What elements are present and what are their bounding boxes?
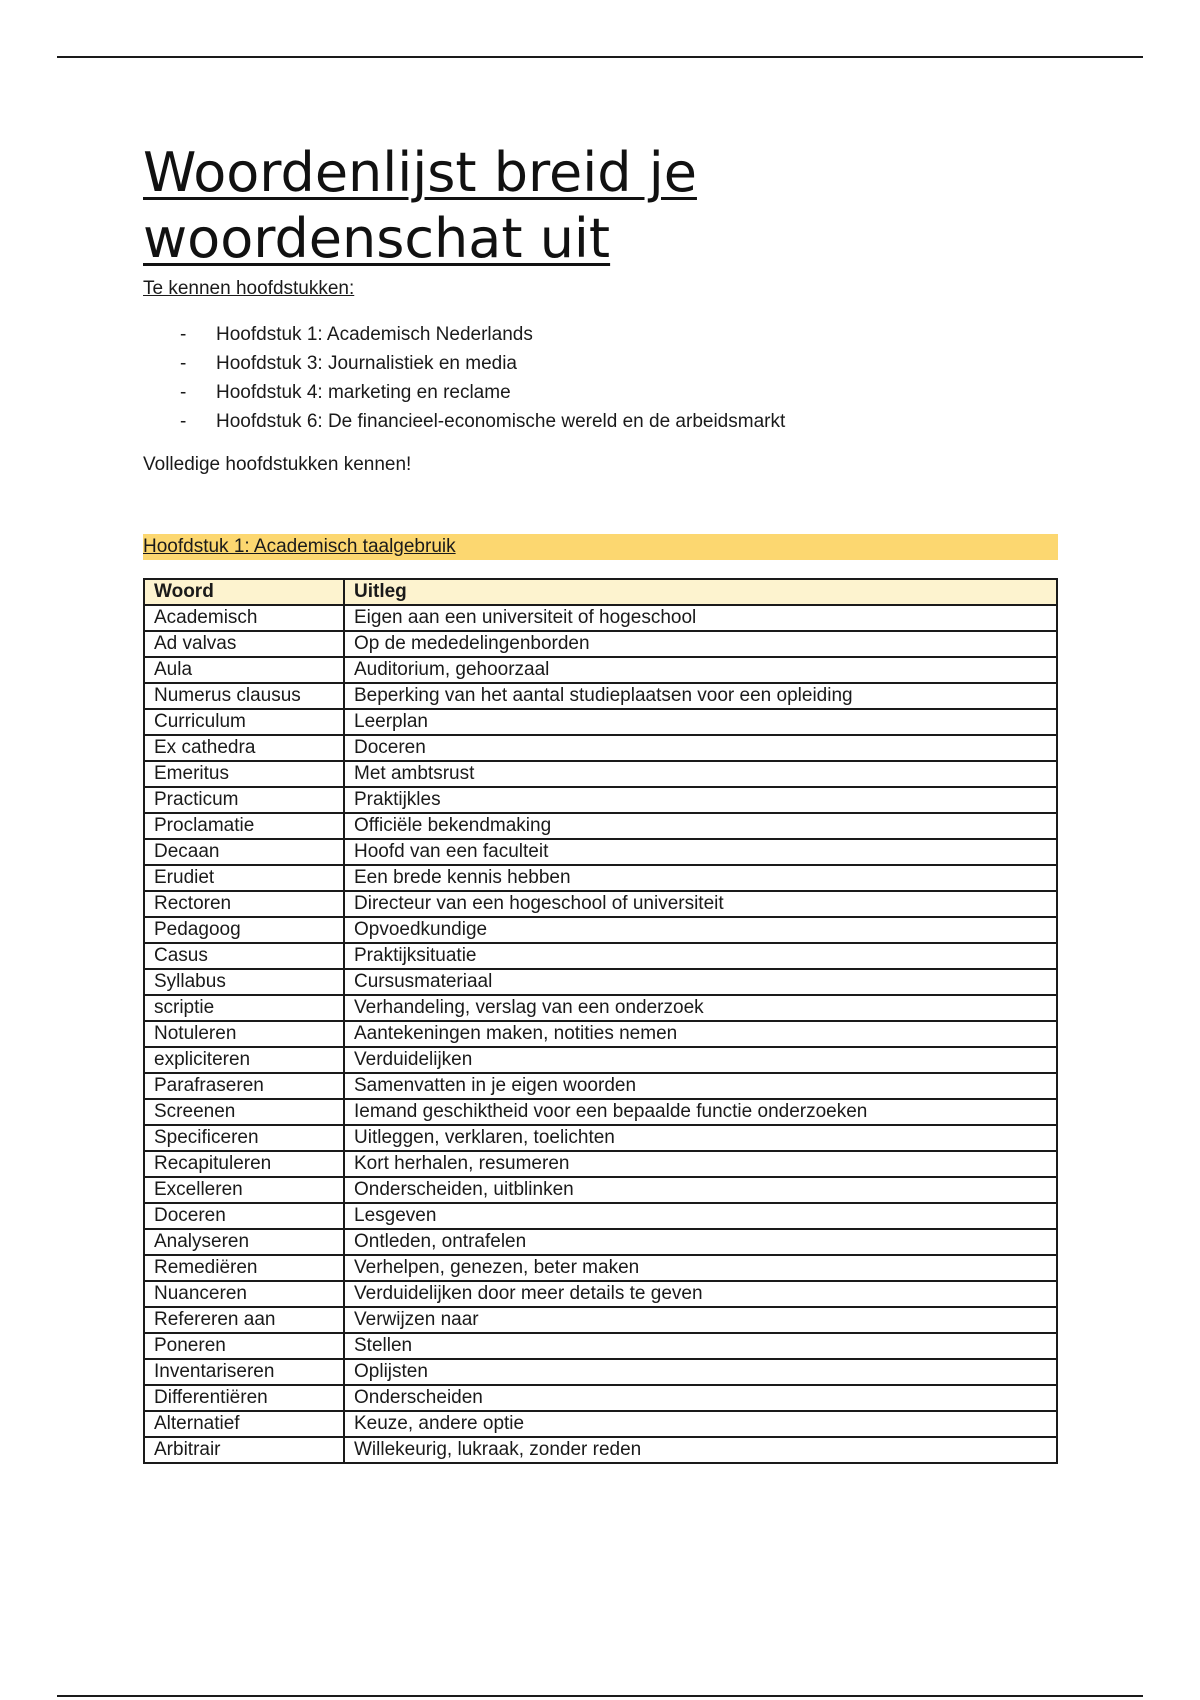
- table-row: [144, 761, 1057, 787]
- cell-woord: Ex cathedra: [144, 735, 344, 761]
- table-row: [144, 969, 1057, 995]
- cell-woord: Screenen: [144, 1099, 344, 1125]
- document-page: [143, 140, 1058, 1464]
- bottom-rule: [57, 1695, 1143, 1697]
- cell-woord: Refereren aan: [144, 1307, 344, 1333]
- cell-woord: Pedagoog: [144, 917, 344, 943]
- cell-uitleg: Ontleden, ontrafelen: [344, 1229, 1057, 1255]
- cell-uitleg: Doceren: [344, 735, 1057, 761]
- cell-uitleg: Uitleggen, verklaren, toelichten: [344, 1125, 1057, 1151]
- cell-woord: Specificeren: [144, 1125, 344, 1151]
- table-row: [144, 917, 1057, 943]
- cell-uitleg: Aantekeningen maken, notities nemen: [344, 1021, 1057, 1047]
- cell-uitleg: Stellen: [344, 1333, 1057, 1359]
- cell-woord: Nuanceren: [144, 1281, 344, 1307]
- table-row: [144, 657, 1057, 683]
- page-title: Woordenlijst breid je woordenschat uit: [143, 141, 697, 270]
- table-row: [144, 943, 1057, 969]
- cell-woord: Proclamatie: [144, 813, 344, 839]
- cell-woord: Remediëren: [144, 1255, 344, 1281]
- cell-uitleg: Op de mededelingenborden: [344, 631, 1057, 657]
- list-item: - Hoofdstuk 6: De financieel-economische wereld en de arbeidsmarkt: [143, 407, 1058, 436]
- cell-uitleg: Praktijksituatie: [344, 943, 1057, 969]
- cell-uitleg: Leerplan: [344, 709, 1057, 735]
- top-rule: [57, 56, 1143, 58]
- cell-woord: expliciteren: [144, 1047, 344, 1073]
- cell-woord: Casus: [144, 943, 344, 969]
- table-header-row: [144, 579, 1057, 605]
- cell-woord: Poneren: [144, 1333, 344, 1359]
- table-row: [144, 735, 1057, 761]
- list-item: - Hoofdstuk 4: marketing en reclame: [143, 378, 1058, 407]
- cell-woord: Syllabus: [144, 969, 344, 995]
- cell-uitleg: Praktijkles: [344, 787, 1057, 813]
- table-row: [144, 1411, 1057, 1437]
- table-row: [144, 1281, 1057, 1307]
- cell-uitleg: Willekeurig, lukraak, zonder reden: [344, 1437, 1057, 1463]
- cell-woord: scriptie: [144, 995, 344, 1021]
- cell-woord: Academisch: [144, 605, 344, 631]
- cell-uitleg: Opvoedkundige: [344, 917, 1057, 943]
- cell-woord: Inventariseren: [144, 1359, 344, 1385]
- cell-uitleg: Verduidelijken: [344, 1047, 1057, 1073]
- table-row: [144, 891, 1057, 917]
- table-row: [144, 1151, 1057, 1177]
- cell-uitleg: Verhelpen, genezen, beter maken: [344, 1255, 1057, 1281]
- chapter-list: [143, 320, 1058, 436]
- vocabulary-table: [143, 578, 1058, 1464]
- cell-woord: Notuleren: [144, 1021, 344, 1047]
- cell-woord: Excelleren: [144, 1177, 344, 1203]
- table-row: [144, 995, 1057, 1021]
- table-row: [144, 1021, 1057, 1047]
- cell-woord: Recapituleren: [144, 1151, 344, 1177]
- cell-woord: Rectoren: [144, 891, 344, 917]
- cell-woord: Analyseren: [144, 1229, 344, 1255]
- table-row: [144, 1125, 1057, 1151]
- cell-woord: Ad valvas: [144, 631, 344, 657]
- bullet-dash: -: [180, 382, 187, 403]
- table-row: [144, 1203, 1057, 1229]
- cell-woord: Doceren: [144, 1203, 344, 1229]
- cell-uitleg: Verwijzen naar: [344, 1307, 1057, 1333]
- cell-uitleg: Eigen aan een universiteit of hogeschool: [344, 605, 1057, 631]
- cell-uitleg: Directeur van een hogeschool of universiteit: [344, 891, 1057, 917]
- table-row: [144, 605, 1057, 631]
- table-row: [144, 1333, 1057, 1359]
- list-item: - Hoofdstuk 3: Journalistiek en media: [143, 349, 1058, 378]
- cell-uitleg: Auditorium, gehoorzaal: [344, 657, 1057, 683]
- cell-woord: Decaan: [144, 839, 344, 865]
- table-row: [144, 787, 1057, 813]
- table-row: [144, 813, 1057, 839]
- cell-uitleg: Met ambtsrust: [344, 761, 1057, 787]
- table-row: [144, 1437, 1057, 1463]
- cell-uitleg: Verduidelijken door meer details te geven: [344, 1281, 1057, 1307]
- cell-uitleg: Een brede kennis hebben: [344, 865, 1057, 891]
- table-body: [144, 605, 1057, 1463]
- cell-uitleg: Kort herhalen, resumeren: [344, 1151, 1057, 1177]
- table-row: [144, 1099, 1057, 1125]
- table-row: [144, 1385, 1057, 1411]
- cell-uitleg: Keuze, andere optie: [344, 1411, 1057, 1437]
- table-row: [144, 1255, 1057, 1281]
- bullet-dash: -: [180, 324, 187, 345]
- cell-uitleg: Onderscheiden: [344, 1385, 1057, 1411]
- cell-uitleg: Lesgeven: [344, 1203, 1057, 1229]
- cell-uitleg: Oplijsten: [344, 1359, 1057, 1385]
- table-row: [144, 683, 1057, 709]
- table-row: [144, 709, 1057, 735]
- cell-woord: Parafraseren: [144, 1073, 344, 1099]
- table-row: [144, 1229, 1057, 1255]
- table-row: [144, 1307, 1057, 1333]
- cell-woord: Emeritus: [144, 761, 344, 787]
- cell-woord: Differentiëren: [144, 1385, 344, 1411]
- table-row: [144, 1359, 1057, 1385]
- table-row: [144, 865, 1057, 891]
- section-heading: Hoofdstuk 1: Academisch taalgebruik: [143, 534, 1058, 560]
- cell-uitleg: Verhandeling, verslag van een onderzoek: [344, 995, 1057, 1021]
- table-row: [144, 839, 1057, 865]
- list-item: - Hoofdstuk 1: Academisch Nederlands: [143, 320, 1058, 349]
- cell-uitleg: Iemand geschiktheid voor een bepaalde functie onderzoeken: [344, 1099, 1057, 1125]
- cell-woord: Numerus clausus: [144, 683, 344, 709]
- cell-uitleg: Hoofd van een faculteit: [344, 839, 1057, 865]
- cell-woord: Erudiet: [144, 865, 344, 891]
- table-row: [144, 1073, 1057, 1099]
- cell-woord: Aula: [144, 657, 344, 683]
- note-text: Volledige hoofdstukken kennen!: [143, 454, 412, 475]
- cell-uitleg: Beperking van het aantal studieplaatsen voor een opleiding: [344, 683, 1057, 709]
- cell-uitleg: Samenvatten in je eigen woorden: [344, 1073, 1057, 1099]
- cell-woord: Practicum: [144, 787, 344, 813]
- table-row: [144, 1047, 1057, 1073]
- bullet-dash: -: [180, 411, 187, 432]
- cell-woord: Curriculum: [144, 709, 344, 735]
- chapters-subheading: Te kennen hoofdstukken:: [143, 278, 355, 299]
- table-row: [144, 1177, 1057, 1203]
- header-uitleg: Uitleg: [344, 579, 1057, 605]
- header-woord: Woord: [144, 579, 344, 605]
- cell-woord: Alternatief: [144, 1411, 344, 1437]
- cell-woord: Arbitrair: [144, 1437, 344, 1463]
- cell-uitleg: Onderscheiden, uitblinken: [344, 1177, 1057, 1203]
- cell-uitleg: Officiële bekendmaking: [344, 813, 1057, 839]
- cell-uitleg: Cursusmateriaal: [344, 969, 1057, 995]
- bullet-dash: -: [180, 353, 187, 374]
- table-row: [144, 631, 1057, 657]
